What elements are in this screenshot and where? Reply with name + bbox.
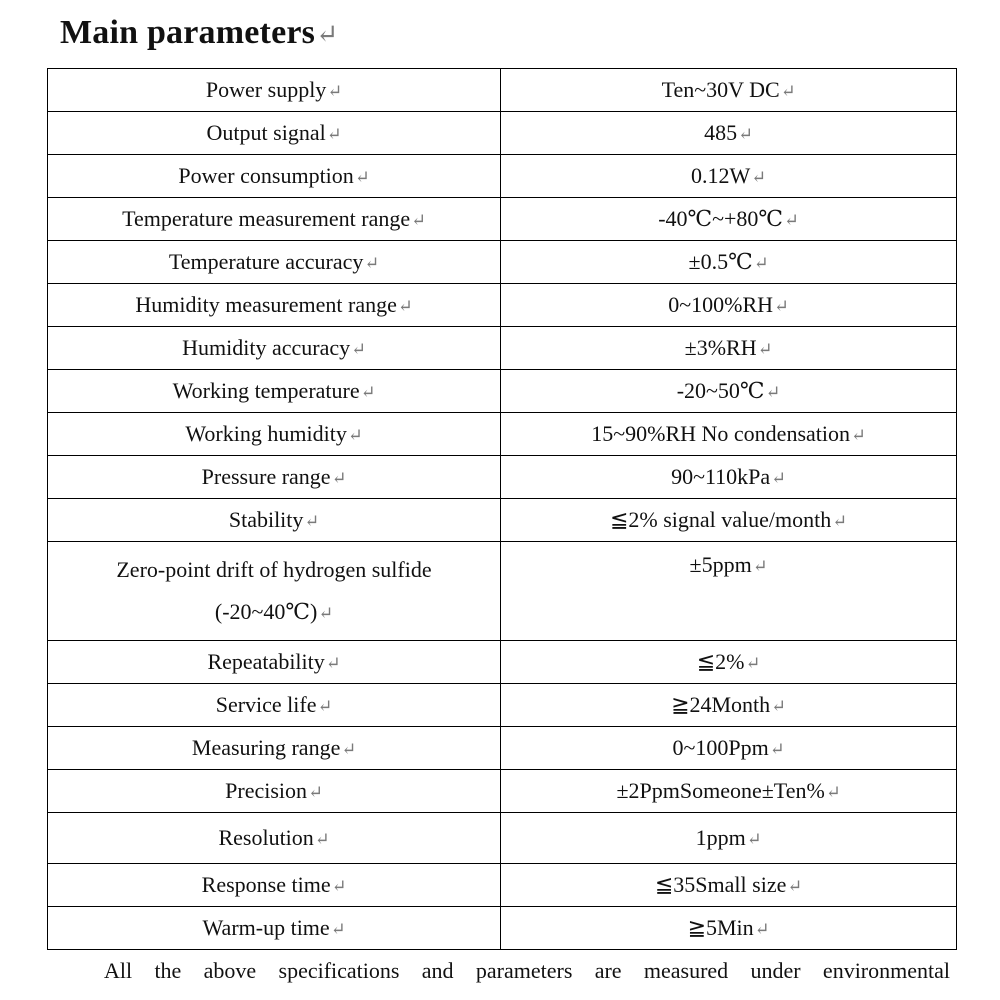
param-cell	[48, 770, 501, 813]
param-label: Response time ↵	[202, 872, 347, 897]
table-row	[48, 499, 957, 542]
param-label: Resolution ↵	[218, 825, 329, 850]
param-label: Working temperature ↵	[173, 378, 376, 403]
param-cell	[48, 641, 501, 684]
value-cell	[501, 542, 957, 641]
param-label: Temperature measurement range ↵	[122, 206, 426, 231]
param-label: Precision ↵	[225, 778, 323, 803]
param-label: Humidity measurement range ↵	[135, 292, 412, 317]
param-cell	[48, 864, 501, 907]
table-row	[48, 198, 957, 241]
param-value: ±2PpmSomeone±Ten% ↵	[616, 778, 840, 803]
param-value: 90~110kPa ↵	[671, 464, 786, 489]
param-cell	[48, 370, 501, 413]
param-value: -40℃~+80℃ ↵	[658, 206, 799, 231]
table-row	[48, 727, 957, 770]
param-value: 1ppm ↵	[696, 825, 762, 850]
value-cell	[501, 327, 957, 370]
value-cell	[501, 727, 957, 770]
param-label: Stability ↵	[229, 507, 319, 532]
value-cell	[501, 907, 957, 950]
parameters-table	[47, 68, 957, 950]
param-value: ±5ppm ↵	[690, 552, 768, 577]
table-row	[48, 155, 957, 198]
param-cell	[48, 112, 501, 155]
value-cell	[501, 813, 957, 864]
value-cell	[501, 112, 957, 155]
return-mark-icon: ↵	[316, 19, 339, 49]
param-cell	[48, 727, 501, 770]
table-row	[48, 327, 957, 370]
footnote-text: All the above specifications and parameters are measured under environmental	[104, 958, 950, 983]
table-row	[48, 542, 957, 641]
param-value: ≦2% signal value/month ↵	[610, 507, 847, 532]
table-row	[48, 370, 957, 413]
param-value: 15~90%RH No condensation ↵	[591, 421, 866, 446]
table-row	[48, 69, 957, 112]
table-row	[48, 684, 957, 727]
table-row	[48, 864, 957, 907]
param-label: Zero-point drift of hydrogen sulfide	[116, 556, 432, 582]
value-cell	[501, 370, 957, 413]
param-label: Output signal ↵	[207, 120, 342, 145]
page-title	[60, 14, 339, 52]
param-value: ±3%RH ↵	[685, 335, 773, 360]
param-label: Humidity accuracy ↵	[182, 335, 366, 360]
table-row	[48, 456, 957, 499]
param-cell	[48, 684, 501, 727]
param-label: Pressure range ↵	[202, 464, 347, 489]
param-label: Working humidity ↵	[185, 421, 362, 446]
param-label: Measuring range ↵	[192, 735, 356, 760]
value-cell	[501, 284, 957, 327]
param-label: Power supply ↵	[206, 77, 342, 102]
param-value: ≧5Min ↵	[688, 915, 770, 940]
value-cell	[501, 413, 957, 456]
value-cell	[501, 155, 957, 198]
table-row	[48, 413, 957, 456]
param-cell	[48, 456, 501, 499]
param-label: Power consumption ↵	[178, 163, 369, 188]
param-label-line2: (-20~40℃) ↵	[215, 599, 333, 624]
param-cell	[48, 284, 501, 327]
param-cell	[48, 241, 501, 284]
table-row	[48, 770, 957, 813]
param-value: 0~100Ppm ↵	[673, 735, 785, 760]
value-cell	[501, 198, 957, 241]
param-value: ≦35Small size ↵	[655, 872, 802, 897]
table-row	[48, 641, 957, 684]
param-value: Ten~30V DC ↵	[662, 77, 796, 102]
table-row	[48, 112, 957, 155]
param-label: Temperature accuracy ↵	[169, 249, 379, 274]
value-cell	[501, 770, 957, 813]
param-cell	[48, 813, 501, 864]
param-value: ≧24Month ↵	[671, 692, 786, 717]
table-row	[48, 284, 957, 327]
param-label: Service life ↵	[216, 692, 333, 717]
value-cell	[501, 684, 957, 727]
param-value: ≦2% ↵	[697, 649, 761, 674]
value-cell	[501, 69, 957, 112]
value-cell	[501, 641, 957, 684]
param-label: Repeatability ↵	[207, 649, 340, 674]
value-cell	[501, 241, 957, 284]
param-cell	[48, 327, 501, 370]
param-value: 0~100%RH ↵	[668, 292, 789, 317]
param-label: Warm-up time ↵	[203, 915, 346, 940]
table-row	[48, 907, 957, 950]
param-cell	[48, 542, 501, 641]
value-cell	[501, 864, 957, 907]
param-value: ±0.5℃ ↵	[689, 249, 769, 274]
table-row	[48, 813, 957, 864]
param-cell	[48, 69, 501, 112]
param-value: 485 ↵	[704, 120, 753, 145]
param-cell	[48, 499, 501, 542]
param-value: -20~50℃ ↵	[677, 378, 781, 403]
param-cell	[48, 413, 501, 456]
table-row	[48, 241, 957, 284]
page-title-text: Main parameters	[60, 14, 316, 51]
value-cell	[501, 456, 957, 499]
param-cell	[48, 198, 501, 241]
param-value: 0.12W ↵	[691, 163, 766, 188]
param-cell	[48, 907, 501, 950]
param-cell	[48, 155, 501, 198]
value-cell	[501, 499, 957, 542]
